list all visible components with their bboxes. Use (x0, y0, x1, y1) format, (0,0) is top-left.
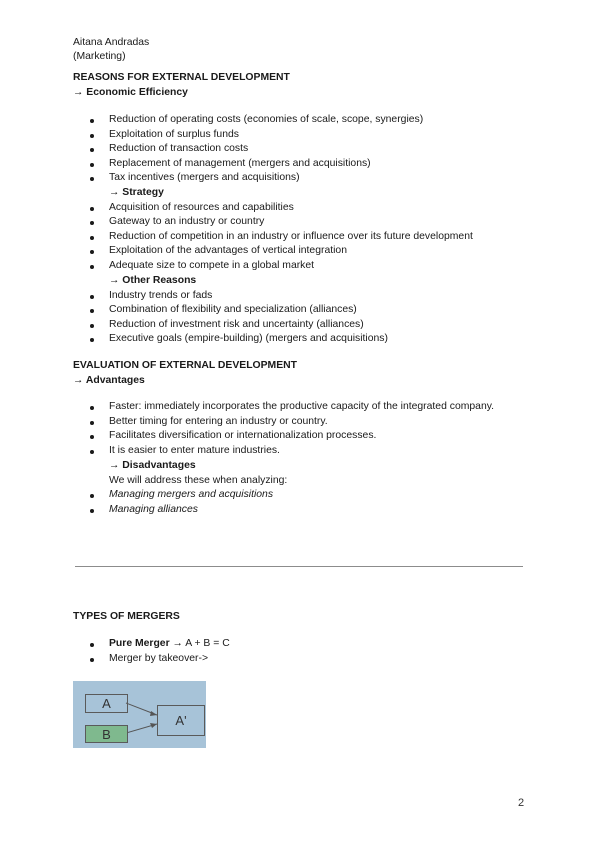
bullet-icon (90, 658, 94, 662)
disadvantages-note: We will address these when analyzing: (109, 475, 288, 486)
document-page: Aitana Andradas (Marketing) REASONS FOR EXTERNAL DEVELOPMENT → Economic Efficiency Reduction of operating costs (economies of scale, scope, synergies) Exploitation of surplus funds Reduction of transaction costs Replacement of management (mergers and acquisitions) Tax incentives (mergers and acquisitions) → Strategy Acquisition of resources and capabilities Gateway to an industry or country Reduction of competition in an industry or influence over its future development Exploitation of the advantages of vertical integration Adequate size to compete in a global market → Other Reasons Industry trends or fads Combination of flexibility and specialization (alliances) Reduction of investment risk and uncertainty (alliances) Executive goals (empire-building) (mergers and acquisitions) EVALUATION OF EXTERNAL DEVELOPMENT → Advantages Faster: immediately incorporates the productive capacity of the integrated company. Better timing for entering an industry or country. Facilitates diversification or internationalization processes. It is easier to enter mature industries. → Disadvantages We will address these when analyzing: Managing mergers and acquisitions Managing alliances TYPES OF MERGERS Pure Merger → A + B = C Merger by takeover-> A B A' 2 (73, 37, 525, 809)
bullet-icon (90, 421, 94, 425)
bullet-icon (90, 265, 94, 269)
diagram-box-a: A (85, 694, 128, 713)
diagram-box-result: A' (157, 705, 205, 736)
horizontal-divider (75, 566, 523, 567)
bullet-icon (90, 643, 94, 647)
author-name: Aitana Andradas (73, 37, 150, 48)
bullet-icon (90, 406, 94, 410)
pure-merger-formula: → A + B = C (169, 638, 230, 649)
subheading-economic-efficiency: → Economic Efficiency (73, 87, 188, 98)
subheading-other-reasons: → Other Reasons (109, 275, 197, 286)
page-number: 2 (518, 797, 525, 809)
section-title-types-of-mergers: TYPES OF MERGERS (73, 611, 180, 622)
bullet-icon (90, 494, 94, 498)
bullet-icon (90, 338, 94, 342)
bullet-icon (90, 163, 94, 167)
bullet-icon (90, 324, 94, 328)
subheading-strategy: → Strategy (109, 187, 164, 198)
subheading-advantages: → Advantages (73, 375, 145, 386)
bullet-icon (90, 221, 94, 225)
bullet-icon (90, 435, 94, 439)
bullet-icon (90, 295, 94, 299)
bullet-icon (90, 250, 94, 254)
section-title-reasons: REASONS FOR EXTERNAL DEVELOPMENT (73, 72, 290, 83)
bullet-icon (90, 148, 94, 152)
section-title-evaluation: EVALUATION OF EXTERNAL DEVELOPMENT (73, 360, 297, 371)
bullet-icon (90, 309, 94, 313)
bullet-icon (90, 236, 94, 240)
bullet-icon (90, 134, 94, 138)
bullet-icon (90, 177, 94, 181)
bullet-icon (90, 207, 94, 211)
subheading-disadvantages: → Disadvantages (109, 460, 196, 471)
author-department: (Marketing) (73, 51, 126, 62)
bullet-icon (90, 509, 94, 513)
pure-merger-label: Pure Merger (109, 638, 170, 649)
bullet-icon (90, 450, 94, 454)
bullet-icon (90, 119, 94, 123)
merger-by-takeover-diagram (73, 681, 206, 748)
diagram-box-b: B (85, 725, 128, 743)
